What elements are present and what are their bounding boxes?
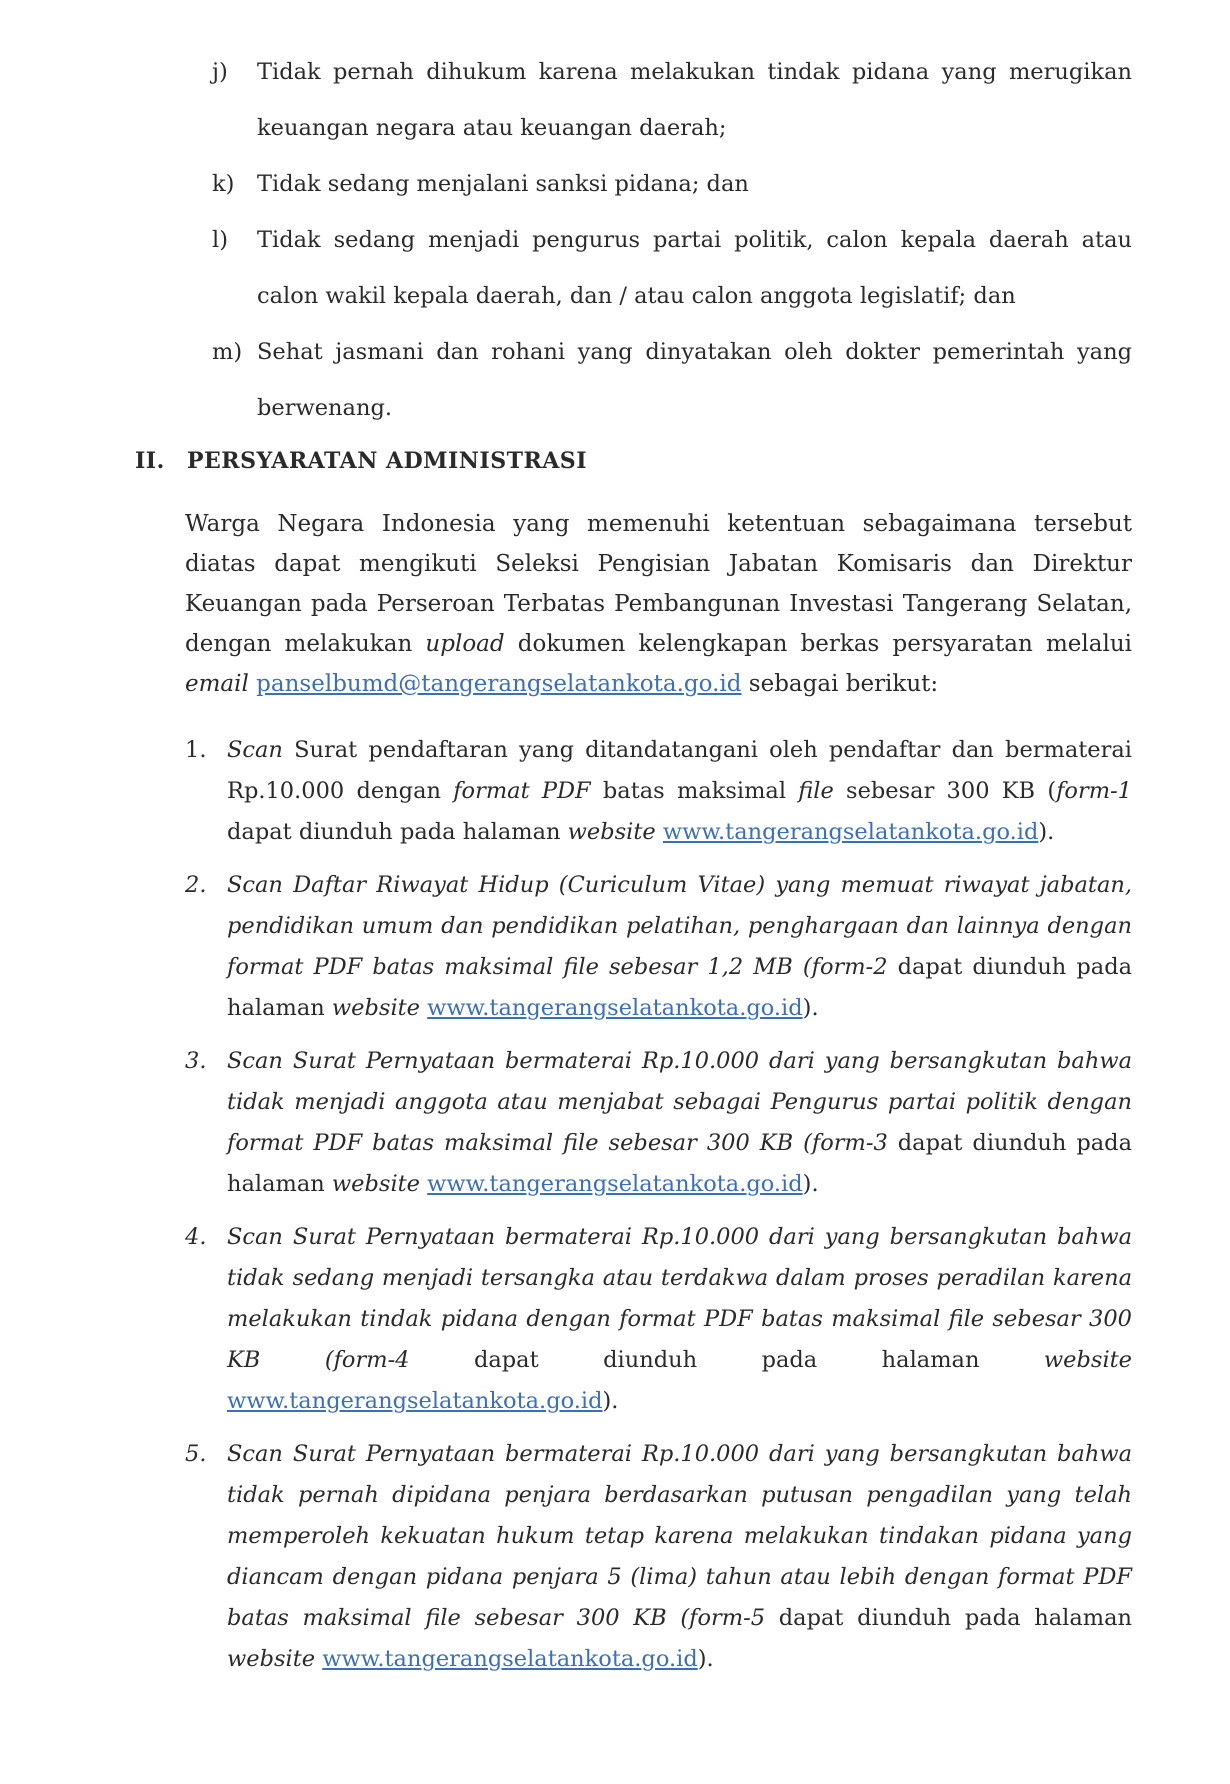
text-part: dapat diunduh pada halaman: [765, 1605, 1132, 1631]
intro-paragraph: [185, 504, 1132, 704]
text-part: ).: [802, 1171, 819, 1197]
section-heading: [135, 448, 587, 474]
criteria-item-k: [212, 156, 1132, 212]
criteria-item-j: [212, 44, 1132, 100]
requirements-list: [185, 730, 1132, 1692]
item-number: 3.: [185, 1048, 207, 1074]
scan-word: Scan: [227, 737, 283, 763]
requirement-item-1: [185, 730, 1132, 853]
requirement-item-4: [185, 1217, 1132, 1422]
text-part: Scan Surat Pernyataan bermaterai Rp.10.000 dari yang bersangkutan bahwa tidak sedang menjadi tersangka atau terdakwa dalam proses peradilan karena melakukan tindak pidana dengan format PDF batas maksimal file sebesar 300 KB (form-4: [227, 1224, 1132, 1373]
format-word: format PDF: [453, 778, 591, 804]
text-part: sebesar 300 KB (: [833, 778, 1057, 804]
website-word: website: [1043, 1347, 1132, 1373]
website-word: website: [227, 1646, 316, 1672]
text-part: ).: [697, 1646, 714, 1672]
criteria-text: Tidak sedang menjalani sanksi pidana; dan: [257, 171, 749, 197]
item-number: 5.: [185, 1441, 207, 1467]
text-part: Surat pendaftaran yang ditandatangani oleh pendaftar dan bermaterai Rp.10.000 dengan: [227, 737, 1132, 804]
item-text: [227, 865, 1132, 1029]
criteria-item-m-cont: [212, 380, 1132, 436]
item-text: [227, 1041, 1132, 1205]
item-text: [227, 1434, 1132, 1680]
criteria-text: Sehat jasmani dan rohani yang dinyatakan oleh dokter pemerintah yang: [257, 339, 1132, 365]
section-title: PERSYARATAN ADMINISTRASI: [187, 448, 587, 474]
text-part: batas maksimal: [590, 778, 799, 804]
criteria-label: m): [212, 339, 243, 365]
requirement-item-2: [185, 865, 1132, 1029]
website-word: website: [331, 995, 420, 1021]
email-link[interactable]: panselbumd@tangerangselatankota.go.id: [256, 671, 742, 697]
text-part: dapat diunduh pada halaman: [409, 1347, 1044, 1373]
item-number: 1.: [185, 737, 207, 763]
criteria-label-spacer: [212, 380, 257, 436]
criteria-label: l): [212, 227, 228, 253]
criteria-item-l: [212, 212, 1132, 268]
intro-text: sebagai berikut:: [741, 671, 939, 697]
text-part: ).: [602, 1388, 619, 1414]
intro-upload-word: upload: [425, 631, 505, 657]
criteria-label: j): [212, 59, 228, 85]
website-word: website: [567, 819, 656, 845]
requirement-item-5: [185, 1434, 1132, 1680]
intro-text: Warga Negara Indonesia yang memenuhi ketentuan sebagaimana tersebut diatas dapat mengikuti Seleksi Pengisian Jabatan Komisaris dan Direktur Keuangan pada Perseroan Terbatas Pembangunan Investasi Tangerang Selatan, dengan melakukan: [185, 511, 1132, 657]
website-link[interactable]: www.tangerangselatankota.go.id: [427, 1171, 803, 1197]
criteria-list: [212, 44, 1132, 436]
criteria-text: berwenang.: [257, 395, 392, 421]
item-text: [227, 730, 1132, 853]
criteria-item-m: [212, 324, 1132, 380]
item-number: 2.: [185, 872, 207, 898]
text-part: Scan Surat Pernyataan bermaterai Rp.10.000 dari yang bersangkutan bahwa tidak menjadi anggota atau menjabat sebagai Pengurus partai politik dengan format PDF batas maksimal file sebesar 300 KB (form-3: [227, 1048, 1132, 1156]
criteria-text: Tidak pernah dihukum karena melakukan tindak pidana yang merugikan: [257, 59, 1132, 85]
intro-text: dokumen kelengkapan berkas persyaratan melalui: [504, 631, 1132, 657]
form-word: form-1: [1056, 778, 1132, 804]
criteria-label: k): [212, 171, 235, 197]
text-part: Scan Daftar Riwayat Hidup (Curiculum Vitae) yang memuat riwayat jabatan, pendidikan umum dan pendidikan pelatihan, penghargaan dan lainnya dengan format PDF batas maksimal file sebesar 1,2 MB (form-2: [227, 872, 1132, 980]
section-number: II.: [135, 448, 165, 474]
website-link[interactable]: www.tangerangselatankota.go.id: [227, 1388, 603, 1414]
item-number: 4.: [185, 1224, 207, 1250]
intro-email-word: email: [185, 671, 249, 697]
item-text: [227, 1217, 1132, 1422]
file-word: file: [798, 778, 834, 804]
requirement-item-3: [185, 1041, 1132, 1205]
text-part: dapat diunduh pada halaman: [227, 819, 568, 845]
criteria-text: Tidak sedang menjadi pengurus partai politik, calon kepala daerah atau: [257, 227, 1132, 253]
website-link[interactable]: www.tangerangselatankota.go.id: [662, 819, 1039, 845]
criteria-item-l-cont: [212, 268, 1132, 324]
text-part: ).: [1038, 819, 1055, 845]
criteria-text: calon wakil kepala daerah, dan / atau calon anggota legislatif; dan: [257, 283, 1016, 309]
criteria-item-j-cont: [212, 100, 1132, 156]
criteria-label-spacer: [212, 268, 257, 324]
website-word: website: [331, 1171, 420, 1197]
text-part: dapat diunduh pada halaman: [227, 1130, 1133, 1197]
website-link[interactable]: www.tangerangselatankota.go.id: [322, 1646, 698, 1672]
website-link[interactable]: www.tangerangselatankota.go.id: [427, 995, 803, 1021]
criteria-text: keuangan negara atau keuangan daerah;: [257, 115, 727, 141]
text-part: Scan Surat Pernyataan bermaterai Rp.10.000 dari yang bersangkutan bahwa tidak pernah dipidana penjara berdasarkan putusan pengadilan yang telah memperoleh kekuatan hukum tetap karena melakukan tindakan pidana yang diancam dengan pidana penjara 5 (lima) tahun atau lebih dengan format PDF batas maksimal file sebesar 300 KB (form-5: [227, 1441, 1132, 1631]
criteria-label-spacer: [212, 100, 257, 156]
text-part: dapat diunduh pada halaman: [227, 954, 1133, 1021]
text-part: ).: [802, 995, 819, 1021]
